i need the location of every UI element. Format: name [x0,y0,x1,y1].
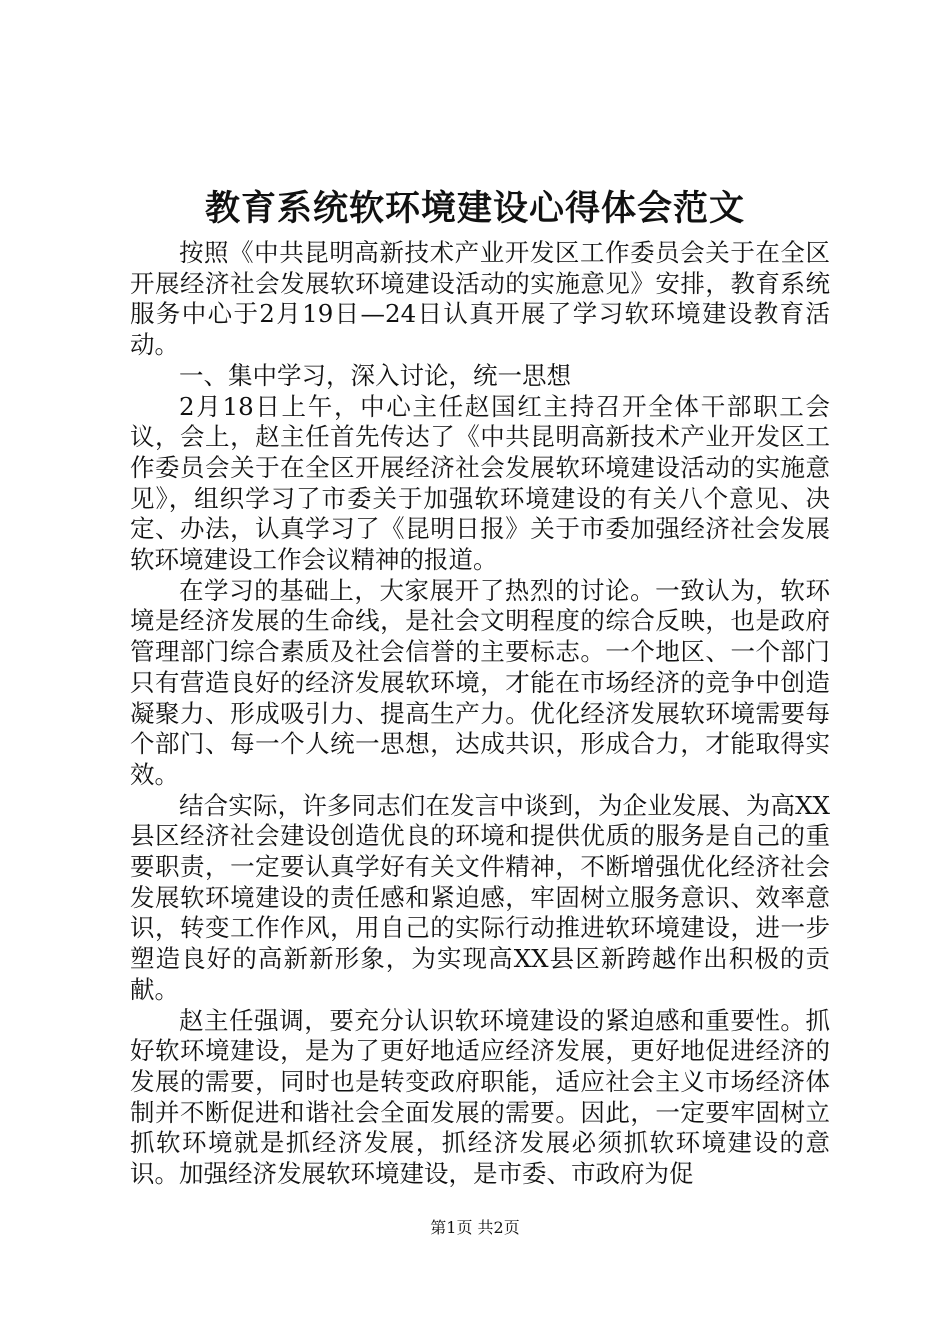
section-heading-1: 一、集中学习，深入讨论，统一思想 [179,360,571,390]
paragraph-intro: 按照《中共昆明高新技术产业开发区工作委员会关于在全区开展经济社会发展软环境建设活动的实施意见》安排，教育系统服务中心于2月19日—24日认真开展了学习软环境建设教育活动。 [130,238,830,360]
document-title: 教育系统软环境建设心得体会范文 [204,188,745,229]
paragraph-discussion: 在学习的基础上，大家展开了热烈的讨论。一致认为，软环境是经济发展的生命线，是社会文明程度的综合反映，也是政府管理部门综合素质及社会信誉的主要标志。一个地区、一个部门只有营造良好的经济发展软环境，才能在市场经济的竞争中创造凝聚力、形成吸引力、提高生产力。优化经济发展软环境需要每个部门、每一个人统一思想，达成共识，形成合力，才能取得实效。 [130,575,830,789]
paragraph-meeting: 2月18日上午，中心主任赵国红主持召开全体干部职工会议，会上，赵主任首先传达了《中共昆明高新技术产业开发区工作委员会关于在全区开展经济社会发展软环境建设活动的实施意见》，组织学习了市委关于加强软环境建设的有关八个意见、决定、办法，认真学习了《昆明日报》关于市委加强经济社会发展软环境建设工作会议精神的报道。 [130,391,830,575]
paragraph-practice: 结合实际，许多同志们在发言中谈到，为企业发展、为高XX县区经济社会建设创造优良的环境和提供优质的服务是自己的重要职责，一定要认真学好有关文件精神，不断增强优化经济社会发展软环境建设的责任感和紧迫感，牢固树立服务意识、效率意识，转变工作作风，用自己的实际行动推进软环境建设，进一步塑造良好的高新新形象，为实现高XX县区新跨越作出积极的贡献。 [130,790,830,1004]
page-number-footer: 第1页 共2页 [430,1218,520,1237]
paragraph-emphasis: 赵主任强调，要充分认识软环境建设的紧迫感和重要性。抓好软环境建设，是为了更好地适应经济发展，更好地促进经济的发展的需要，同时也是转变政府职能，适应社会主义市场经济体制并不断促进和谐社会全面发展的需要。因此，一定要牢固树立抓软环境就是抓经济发展，抓经济发展必须抓软环境建设的意识。加强经济发展软环境建设，是市委、市政府为促 [130,1005,830,1189]
document-body [130,238,830,1190]
